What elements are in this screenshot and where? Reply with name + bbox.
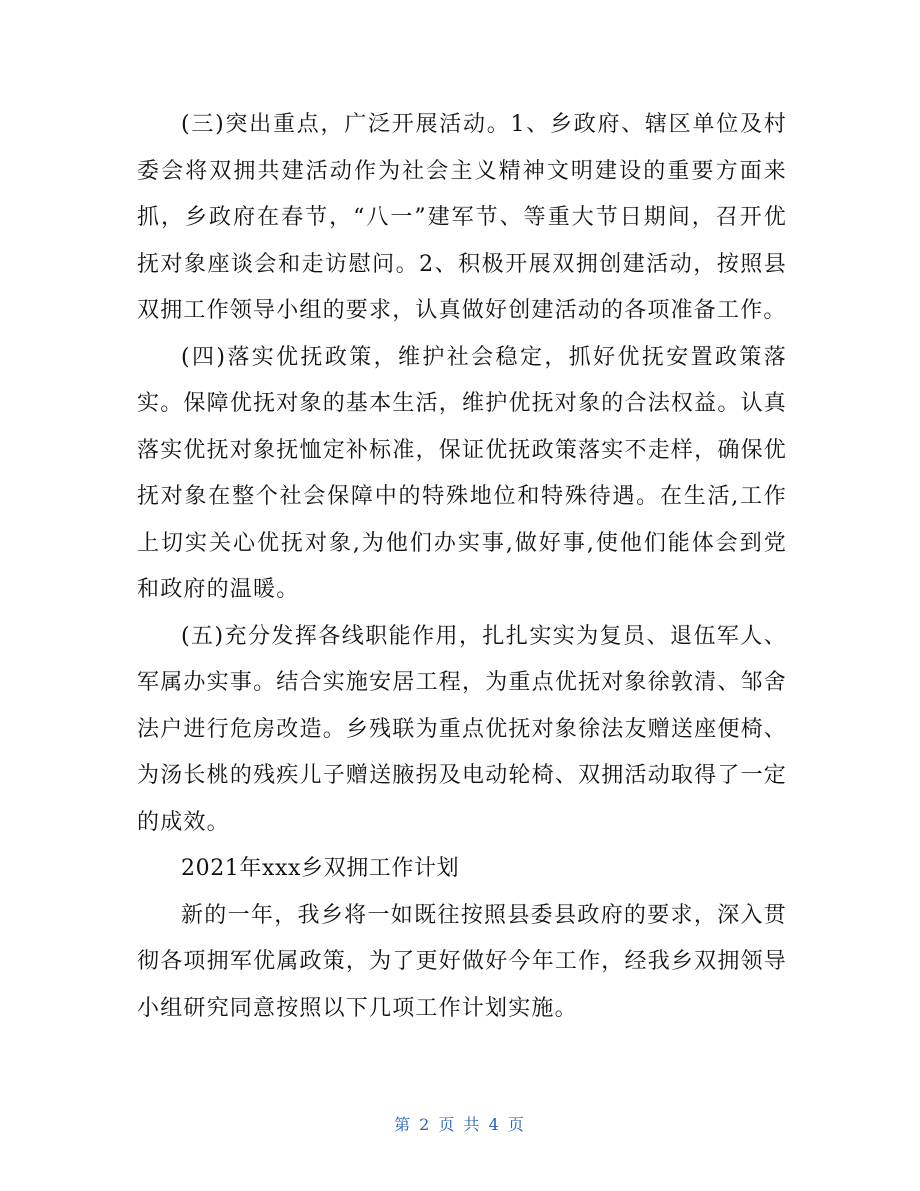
paragraph-section-five: (五)充分发挥各线职能作用，扎扎实实为复员、退伍军人、军属办实事。结合实施安居工程，为重点优抚对象徐敦清、邹舍法户进行危房改造。乡残联为重点优抚对象徐法友赠送座便椅、为汤长桃的残疾儿子赠送腋拐及电动轮椅、双拥活动取得了一定的成效。 (137, 623, 787, 835)
paragraph-section-four: (四)落实优抚政策，维护社会稳定，抓好优抚安置政策落实。保障优抚对象的基本生活，维护优抚对象的合法权益。认真落实优抚对象抚恤定补标准，保证优抚政策落实不走样，确保优抚对象在整个社会保障中的特殊地位和特殊待遇。在生活,工作上切实关心优抚对象,为他们办实事,做好事,使他们能体会到党和政府的温暖。 (137, 344, 787, 602)
document-body (137, 102, 787, 1032)
intro-paragraph: 新的一年，我乡将一如既往按照县委县政府的要求，深入贯彻各项拥军优属政策，为了更好做好今年工作，经我乡双拥领导小组研究同意按照以下几项工作计划实施。 (137, 902, 787, 1021)
paragraph-section-three: (三)突出重点，广泛开展活动。1、乡政府、辖区单位及村委会将双拥共建活动作为社会主义精神文明建设的重要方面来抓，乡政府在春节，“八一”建军节、等重大节日期间，召开优抚对象座谈会和走访慰问。2、积极开展双拥创建活动，按照县双拥工作领导小组的要求，认真做好创建活动的各项准备工作。 (137, 112, 787, 323)
page-indicator: 第 2 页 共 4 页 (394, 1115, 526, 1134)
section-title: 2021年xxx乡双拥工作计划 (181, 856, 460, 881)
